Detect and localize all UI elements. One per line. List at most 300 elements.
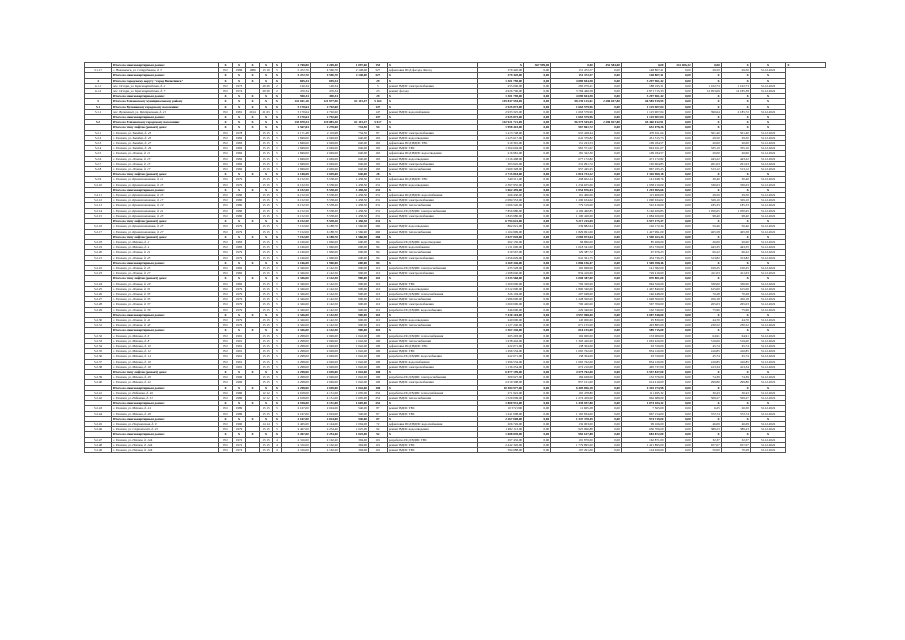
- table-cell: 15 15: [259, 354, 273, 359]
- table-cell: 3 297 961,42: [621, 78, 665, 83]
- table-cell: г. Елизово, ул. Крашенинникова, д. 19: [112, 203, 219, 208]
- table-cell: 165: [368, 135, 387, 140]
- table-cell: 0,00: [594, 317, 621, 322]
- table-cell: 1 290 634,02: [551, 198, 595, 203]
- table-cell: X: [232, 312, 246, 317]
- table-cell: разработка ПСД ВДИС электроснабжения: [387, 265, 478, 270]
- table-cell: X: [219, 187, 233, 192]
- table-cell: ремонт ВДИС теплоснабжения: [387, 229, 478, 234]
- table-cell: 5 472,70: [281, 68, 310, 73]
- table-cell: X: [246, 416, 260, 421]
- table-cell: 615,00: [721, 286, 750, 291]
- table-cell: 5: [273, 146, 281, 151]
- table-cell: 261,03: [721, 161, 750, 166]
- table-cell: 465 737,00: [621, 364, 665, 369]
- table-cell: 5.2.44: [85, 411, 112, 416]
- table-cell: 1 048 500,00: [621, 297, 665, 302]
- table-cell: 147: [368, 115, 387, 120]
- table-cell: ремонт ВДИС водоотведения: [387, 156, 478, 161]
- table-cell: 0,00: [665, 260, 692, 265]
- table-cell: 165 968,00: [551, 265, 595, 270]
- table-cell: 1 042,00: [339, 349, 368, 354]
- table-cell: 5.2.7: [85, 161, 112, 166]
- table-cell: 0,00: [594, 255, 621, 260]
- table-cell: 14 14: [259, 422, 273, 427]
- table-cell: 1980: [232, 390, 246, 395]
- table-cell: 5: [273, 380, 281, 385]
- table-cell: 0,00: [665, 213, 692, 218]
- table-cell: 0,00: [524, 109, 551, 114]
- table-cell: X: [692, 115, 721, 120]
- table-cell: 2 298,00: [281, 338, 310, 343]
- table-cell: 1 421 895,00: [621, 442, 665, 447]
- table-cell: 15 15: [259, 151, 273, 156]
- table-cell: 165: [368, 146, 387, 151]
- table-cell: РО: [219, 427, 233, 432]
- table-cell: X: [692, 99, 721, 104]
- table-cell: 5: [85, 99, 112, 104]
- table-cell: 133 000,00: [621, 333, 665, 338]
- table-cell: 5 538,20: [310, 213, 339, 218]
- table-cell: 15 15: [259, 437, 273, 442]
- table-cell: 1980: [232, 208, 246, 213]
- table-cell: X: [721, 94, 750, 99]
- table-cell: X: [232, 78, 246, 83]
- table-cell: ремонт ВДИС теплоснабжения: [387, 323, 478, 328]
- table-cell: 15 15: [259, 307, 273, 312]
- table-cell: 0,00: [594, 187, 621, 192]
- table-cell: 2 346,00: [281, 317, 310, 322]
- table-cell: 792 320,00: [551, 281, 595, 286]
- table-cell: РО: [219, 297, 233, 302]
- table-cell: 0,00: [594, 245, 621, 250]
- table-cell: 0,00: [665, 130, 692, 135]
- table-cell: 5: [273, 161, 281, 166]
- table-cell: 6 188,70: [310, 234, 339, 239]
- table-cell: 1 042,00: [339, 354, 368, 359]
- table-cell: 230,52: [692, 323, 721, 328]
- table-cell: X: [387, 328, 478, 333]
- table-cell: 0,00: [594, 333, 621, 338]
- table-cell: 640,00: [339, 172, 368, 177]
- table-cell: X: [273, 120, 281, 125]
- table-cell: 2 346,00: [281, 271, 310, 276]
- table-cell: X: [259, 328, 273, 333]
- table-cell: 456,18: [721, 297, 750, 302]
- table-cell: 0,00: [524, 448, 551, 453]
- table-cell: 100: [368, 338, 387, 343]
- table-cell: 900,00: [339, 276, 368, 281]
- table-cell: 1972: [232, 437, 246, 442]
- table-cell: 0,00: [665, 307, 692, 312]
- table-cell: 0,00: [594, 219, 621, 224]
- table-cell: 6 188,70: [310, 229, 339, 234]
- table-cell: 2 316,00: [281, 448, 310, 453]
- table-cell: 5 538,20: [310, 187, 339, 192]
- table-cell: [246, 448, 260, 453]
- table-cell: 1 102,73: [721, 83, 750, 88]
- table-cell: 2 298,00: [281, 375, 310, 380]
- table-cell: 519,00: [692, 338, 721, 343]
- table-cell: 854 120,00: [621, 349, 665, 354]
- table-cell: ремонт ВДИС водоотведения: [387, 224, 478, 229]
- table-cell: 0,00: [524, 302, 551, 307]
- table-cell: Итого по многоквартирным домам:: [112, 416, 219, 421]
- table-cell: 1 458,30: [339, 182, 368, 187]
- table-cell: 6 405 856,18: [551, 385, 595, 390]
- table-cell: 229 340,00: [551, 307, 595, 312]
- table-cell: ремонт ВДИС ТВС: [387, 442, 478, 447]
- table-cell: 0,00: [665, 120, 692, 125]
- table-cell: 45,74: [692, 354, 721, 359]
- table-cell: 15 15: [259, 250, 273, 255]
- table-cell: 1 566,90: [339, 229, 368, 234]
- table-cell: X: [721, 401, 750, 406]
- table-cell: X: [692, 219, 721, 224]
- table-cell: 31.12.2022: [750, 151, 785, 156]
- table-cell: 31.12.2022: [750, 135, 785, 140]
- table-cell: 0,00: [594, 338, 621, 343]
- table-cell: 15 15: [259, 146, 273, 151]
- table-cell: 0,00: [524, 328, 551, 333]
- table-cell: 148 807,41: [621, 68, 665, 73]
- table-cell: X: [259, 432, 273, 437]
- table-cell: 4: [85, 78, 112, 83]
- table-cell: 165: [368, 161, 387, 166]
- table-cell: 1 656 629,00: [478, 255, 524, 260]
- table-cell: разработка ПСД ВДИС водоотведения: [387, 239, 478, 244]
- table-cell: 0,00: [665, 94, 692, 99]
- table-cell: 5: [273, 333, 281, 338]
- table-cell: 0,00: [665, 187, 692, 192]
- table-cell: 3 297 961,42: [621, 94, 665, 99]
- table-cell: 1 025,00: [339, 432, 368, 437]
- table-cell: X: [721, 312, 750, 317]
- table-cell: 141 948,76: [621, 177, 665, 182]
- table-cell: 5.2: [85, 120, 112, 125]
- table-cell: 1 849,00: [281, 146, 310, 151]
- table-cell: 527: [368, 73, 387, 78]
- table-cell: 100: [368, 380, 387, 385]
- table-cell: 5.2.24: [85, 281, 112, 286]
- table-cell: X: [387, 276, 478, 281]
- table-cell: X: [219, 369, 233, 374]
- table-cell: 0,00: [665, 312, 692, 317]
- table-cell: 4.1.1: [85, 83, 112, 88]
- table-cell: X: [387, 99, 478, 104]
- table-cell: 1 274 459,00: [551, 396, 595, 401]
- table-cell: 20,00: [721, 151, 750, 156]
- table-cell: 0,00: [524, 94, 551, 99]
- table-cell: 87: [368, 411, 387, 416]
- table-cell: 816 155,00: [551, 328, 595, 333]
- table-cell: X: [219, 432, 233, 437]
- table-cell: 147: [368, 104, 387, 109]
- table-cell: X: [387, 401, 478, 406]
- table-cell: РО: [219, 250, 233, 255]
- table-cell: 15 15: [259, 167, 273, 172]
- table-cell: 100: [368, 369, 387, 374]
- table-cell: 31.12.2022: [750, 229, 785, 234]
- table-cell: РО: [219, 151, 233, 156]
- table-cell: 265,03: [721, 302, 750, 307]
- table-cell: 0,00: [524, 265, 551, 270]
- table-cell: 0,00: [594, 109, 621, 114]
- table-cell: 0,00: [524, 125, 551, 130]
- table-cell: 145 847 594,69: [478, 99, 524, 104]
- table-cell: 231: [368, 177, 387, 182]
- table-cell: 1979: [232, 302, 246, 307]
- table-cell: 5.1.1: [85, 109, 112, 114]
- table-cell: 0,00: [594, 416, 621, 421]
- table-cell: 5.2.25: [85, 286, 112, 291]
- table-cell: 1 050,65: [692, 208, 721, 213]
- table-cell: 695,34: [310, 78, 339, 83]
- table-cell: 0,00: [665, 291, 692, 296]
- table-cell: 5: [273, 286, 281, 291]
- table-cell: 0,00: [594, 375, 621, 380]
- table-cell: 1 663 579,96: [551, 109, 595, 114]
- table-cell: разработка ПСД ВДИС теплоснабжения: [387, 333, 478, 338]
- table-cell: 120,34: [281, 83, 310, 88]
- table-cell: 84: [368, 250, 387, 255]
- table-cell: 2 049,00: [310, 380, 339, 385]
- table-cell: 655 428,44: [551, 130, 595, 135]
- table-cell: РО: [219, 213, 233, 218]
- table-cell: 0,00: [665, 250, 692, 255]
- table-cell: г. Елизово, ул. Мячина, д. 24: [112, 406, 219, 411]
- table-cell: 2 142,50: [310, 302, 339, 307]
- table-cell: 0,00: [665, 432, 692, 437]
- table-cell: 1 301 790,00: [478, 78, 524, 83]
- table-cell: 1 590 163,34: [621, 234, 665, 239]
- table-cell: X: [750, 73, 785, 78]
- table-cell: 15 15: [259, 291, 273, 296]
- table-cell: 4: [273, 437, 281, 442]
- table-cell: 900,00: [339, 317, 368, 322]
- table-cell: X: [273, 312, 281, 317]
- table-cell: 26,00: [692, 239, 721, 244]
- table-cell: 854 120,00: [621, 359, 665, 364]
- table-cell: 129 387,72: [551, 250, 595, 255]
- table-cell: 5: [273, 271, 281, 276]
- table-cell: 15 15: [259, 265, 273, 270]
- table-cell: 1 482 113,00: [478, 427, 524, 432]
- table-cell: 416,85: [692, 349, 721, 354]
- table-cell: г. Елизово, ул. Ленина, д. 41: [112, 317, 219, 322]
- table-cell: РО: [219, 135, 233, 140]
- table-cell: X: [259, 276, 273, 281]
- table-cell: 1 960,00: [310, 260, 339, 265]
- table-cell: 1 960,00: [310, 255, 339, 260]
- table-cell: 1 301 790,00: [478, 94, 524, 99]
- table-cell: 5.2.5: [85, 151, 112, 156]
- table-cell: X: [721, 328, 750, 333]
- table-cell: 110: [368, 265, 387, 270]
- table-cell: 29,50: [721, 135, 750, 140]
- table-cell: 1 164 999,00: [478, 229, 524, 234]
- table-cell: 192 000,00: [551, 333, 595, 338]
- table-cell: 0,00: [665, 89, 692, 94]
- table-cell: 671 155,00: [551, 323, 595, 328]
- table-cell: 0,00: [665, 302, 692, 307]
- table-cell: 509,27: [721, 396, 750, 401]
- table-cell: 110: [368, 276, 387, 281]
- table-cell: 1983: [232, 245, 246, 250]
- table-cell: 1973: [232, 83, 246, 88]
- table-cell: г. Елизово, ул. Ленина, д. 11: [112, 151, 219, 156]
- table-cell: 21 63: [259, 109, 273, 114]
- table-cell: 30,40: [721, 177, 750, 182]
- table-cell: 0,00: [524, 219, 551, 224]
- table-cell: 734,50: [339, 130, 368, 135]
- table-cell: 5.2.47: [85, 437, 112, 442]
- table-cell: X: [692, 401, 721, 406]
- table-cell: 260: [368, 229, 387, 234]
- table-cell: 206 726,00: [478, 422, 524, 427]
- table-cell: 2 049,00: [310, 338, 339, 343]
- table-cell: 2 049,00: [310, 167, 339, 172]
- table-cell: 2 049,00: [310, 354, 339, 359]
- table-cell: 5: [368, 83, 387, 88]
- table-cell: X: [246, 73, 260, 78]
- table-cell: 540,00: [339, 411, 368, 416]
- table-cell: X: [219, 385, 233, 390]
- table-cell: 142 921 721,69: [478, 120, 524, 125]
- table-cell: 465,58: [721, 229, 750, 234]
- table-cell: г. Елизово, ул. Крашенинникова, д. 27: [112, 229, 219, 234]
- table-cell: 5: [273, 338, 281, 343]
- table-cell: 589 715,00: [621, 328, 665, 333]
- table-cell: 4 918,00: [281, 390, 310, 395]
- table-cell: 165: [368, 151, 387, 156]
- table-cell: 1979: [232, 317, 246, 322]
- table-cell: 2 049,00: [310, 135, 339, 140]
- table-cell: X: [750, 78, 785, 83]
- table-cell: X: [232, 401, 246, 406]
- table-cell: 862 021,00: [478, 224, 524, 229]
- table-cell: 31.12.2022: [750, 224, 785, 229]
- table-cell: 2 084 553,00: [478, 198, 524, 203]
- table-cell: 0,00: [524, 115, 551, 120]
- table-cell: 2 166,00: [281, 260, 310, 265]
- table-cell: X: [750, 172, 785, 177]
- table-cell: РО: [219, 323, 233, 328]
- table-cell: 4.1.2: [85, 89, 112, 94]
- table-cell: 5.2.34: [85, 343, 112, 348]
- table-cell: г. Елизово, ул. Рябикова, д. 49: [112, 390, 219, 395]
- table-cell: 0,00: [524, 187, 551, 192]
- table-cell: X: [387, 234, 478, 239]
- table-cell: 2 142,50: [310, 291, 339, 296]
- table-cell: X: [387, 125, 478, 130]
- table-cell: X: [750, 94, 785, 99]
- table-cell: 261,03: [692, 161, 721, 166]
- table-cell: 2 792,60: [310, 115, 339, 120]
- table-cell: 165: [368, 167, 387, 172]
- table-cell: 15 15: [259, 135, 273, 140]
- table-cell: 1 605,00: [339, 390, 368, 395]
- table-cell: 0,00: [665, 427, 692, 432]
- table-cell: 165: [368, 141, 387, 146]
- table-cell: 72: [368, 422, 387, 427]
- table-cell: Итого по многоквартирным домам:: [112, 312, 219, 317]
- table-cell: X: [246, 219, 260, 224]
- table-cell: 119 085,30: [310, 120, 339, 125]
- table-cell: 29,50: [721, 193, 750, 198]
- table-cell: 0,00: [665, 115, 692, 120]
- table-cell: 454 736,23: [621, 255, 665, 260]
- table-cell: 4 918,00: [281, 401, 310, 406]
- table-cell: 165 964,85: [621, 161, 665, 166]
- table-cell: 5: [273, 297, 281, 302]
- table-cell: 0,00: [665, 141, 692, 146]
- table-cell: 0,00: [594, 161, 621, 166]
- table-cell: 0,00: [594, 422, 621, 427]
- table-cell: ремонт ВДИС электроснабжения: [387, 83, 478, 88]
- table-cell: 1 458,30: [339, 193, 368, 198]
- table-cell: 443,22: [692, 156, 721, 161]
- table-cell: 5.2.20: [85, 250, 112, 255]
- table-cell: 519,00: [721, 338, 750, 343]
- table-cell: 0,00: [665, 193, 692, 198]
- table-cell: 0,00: [594, 442, 621, 447]
- table-cell: 326 104,00: [478, 291, 524, 296]
- table-cell: 31.12.2022: [750, 161, 785, 166]
- table-cell: 1 042,00: [339, 375, 368, 380]
- table-cell: 0,00: [594, 156, 621, 161]
- table-cell: X: [692, 73, 721, 78]
- table-cell: X: [232, 432, 246, 437]
- table-cell: 335,10: [721, 146, 750, 151]
- table-cell: 100: [368, 375, 387, 380]
- table-cell: 5.2.35: [85, 349, 112, 354]
- table-cell: г. Елизово, ул. Мячина, д. 20: [112, 375, 219, 380]
- table-cell: 1979: [232, 224, 246, 229]
- table-cell: X: [750, 187, 785, 192]
- table-cell: 5 472,70: [281, 73, 310, 78]
- table-cell: 5 538,20: [310, 219, 339, 224]
- table-cell: 379 420,00: [478, 73, 524, 78]
- table-cell: 4 918,00: [281, 396, 310, 401]
- table-cell: 299,86: [721, 380, 750, 385]
- table-cell: 4 926 706,00: [478, 89, 524, 94]
- table-cell: 61 115,47: [339, 120, 368, 125]
- table-cell: РО: [219, 156, 233, 161]
- table-cell: 0,00: [594, 177, 621, 182]
- table-cell: 1 042,00: [339, 359, 368, 364]
- table-cell: X: [219, 73, 233, 78]
- table-cell: 0,00: [594, 312, 621, 317]
- table-cell: 0,00: [594, 250, 621, 255]
- table-cell: 962 689,00: [621, 396, 665, 401]
- table-cell: 110: [368, 281, 387, 286]
- table-cell: X: [246, 385, 260, 390]
- table-cell: X: [259, 401, 273, 406]
- table-cell: 1 018 541,00: [551, 245, 595, 250]
- table-cell: 527: [368, 68, 387, 73]
- table-cell: 656 706,00: [621, 427, 665, 432]
- table-cell: 5.2.21: [85, 255, 112, 260]
- table-cell: ремонт ВДИС водоотведения: [387, 427, 478, 432]
- table-cell: 967 154,00: [621, 411, 665, 416]
- table-cell: РО: [219, 359, 233, 364]
- table-cell: X: [259, 369, 273, 374]
- table-cell: 1 779 895,00: [551, 442, 595, 447]
- table-cell: 600,00: [339, 245, 368, 250]
- table-cell: 4 596,70: [310, 68, 339, 73]
- table-cell: 974 719,00: [621, 416, 665, 421]
